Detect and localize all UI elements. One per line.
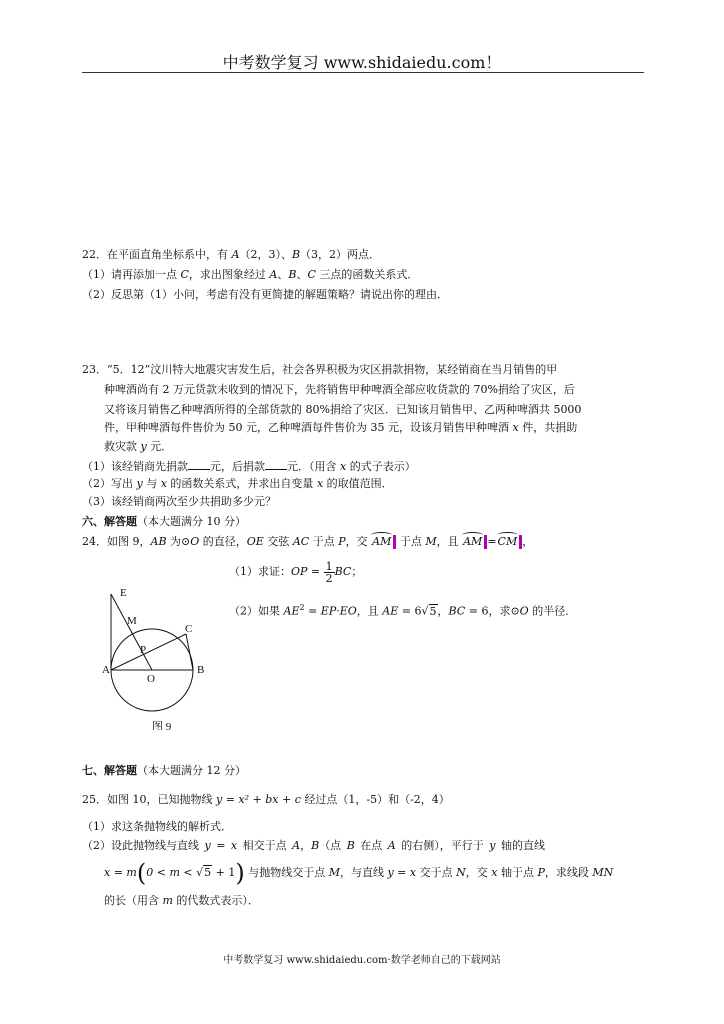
q23-sub2: （2）写出 y 与 x 的函数关系式，并求出自变量 x 的取值范围．	[82, 477, 393, 490]
q25-part2-cont: x = m(0 < m < √5 + 1) 与抛物线交于点 M，与直线 y = x 交于点 N，交 x 轴于点 P，求线段 MN	[104, 859, 614, 887]
q25-part2-end: 的长（用含 m 的代数式表示）．	[104, 894, 259, 907]
page-header: 中考数学复习 www.shidaiedu.com！	[222, 53, 502, 72]
answer-blank-1[interactable]	[188, 459, 210, 470]
q23-line2: 种啤酒尚有 2 万元货款未收到的情况下，先将销售甲种啤酒全部应收货款的 70%捐给了灾区，后	[104, 383, 575, 396]
label-m: M	[127, 615, 137, 627]
header-rule	[82, 72, 644, 73]
arc-am-2: AM	[463, 535, 483, 548]
label-e: E	[120, 587, 127, 599]
q24-part1: （1）求证：OP = $\frac{1}{2}$ BC；	[229, 559, 363, 585]
section-7-heading: 七、解答题（本大题满分 12 分）	[82, 764, 246, 777]
q23-line5: 救灾款 y 元．	[104, 440, 173, 453]
figure-caption: 图 9	[152, 721, 172, 730]
chord-cb	[186, 634, 193, 670]
q22-stem: 22．在平面直角坐标系中，有 A（2，3）、B（3，2）两点．	[82, 248, 381, 261]
page-footer: 中考数学复习 www.shidaiedu.com·数学老师自己的下载网站	[223, 955, 501, 966]
segment-eo	[111, 594, 152, 670]
label-p: P	[140, 644, 147, 656]
q25-part1: （1）求这条抛物线的解析式．	[82, 820, 232, 833]
q23-sub1: （1）该经销商先捐款 元，后捐款 元．（用含 x 的式子表示）	[82, 460, 416, 473]
answer-blank-2[interactable]	[265, 459, 287, 470]
q23-line3: 又将该月销售乙种啤酒所得的全部货款的 80%捐给了灾区．已知该月销售甲、乙两种啤酒共 5000	[104, 403, 582, 416]
fraction-half: $\frac{1}{2}$	[325, 559, 333, 585]
q24-stem: 24．如图 9，AB 为⊙O 的直径，OE 交弦 AC 于点 P，交 AM 于点 M，且 AM =CM ，	[82, 535, 534, 548]
figure-9	[100, 580, 220, 730]
section-6-heading: 六、解答题（本大题满分 10 分）	[82, 515, 246, 528]
q22-part2: （2）反思第（1）小问，考虑有没有更简捷的解题策略？请说出你的理由．	[82, 288, 448, 301]
q25-stem: 25．如图 10，已知抛物线 y = x² + bx + c 经过点（1，-5）和（-2，4）	[82, 793, 450, 806]
q23-line1: 23．“5．12”汶川特大地震灾害发生后，社会各界积极为灾区捐款捐物，某经销商在当月销售的甲	[82, 363, 558, 376]
q25-part2: （2）设此抛物线与直线 y = x 相交于点 A，B（点 B 在点 A 的右侧），平行于 y 轴的直线	[82, 839, 545, 852]
q24-part2: （2）如果 $AE^2 = EP\cdot EO$，且 AE = 6√5，BC = 6，求⊙O 的半径．	[229, 603, 577, 618]
q22-part1: （1）请再添加一点 C，求出图象经过 A、B、C 三点的函数关系式．	[82, 268, 419, 281]
chord-ac	[111, 634, 186, 670]
edit-marker	[393, 535, 396, 549]
arc-am: AM	[372, 535, 392, 548]
label-a: A	[102, 664, 110, 676]
label-b: B	[197, 664, 205, 676]
q23-sub3: （3）该经销商两次至少共捐助多少元？	[82, 495, 276, 508]
arc-cm: CM	[497, 535, 518, 548]
label-o: O	[147, 673, 155, 685]
label-c: C	[185, 623, 193, 635]
q23-line4: 件，甲种啤酒每件售价为 50 元，乙种啤酒每件售价为 35 元，设该月销售甲种啤酒 x 件，共捐助	[104, 421, 578, 434]
